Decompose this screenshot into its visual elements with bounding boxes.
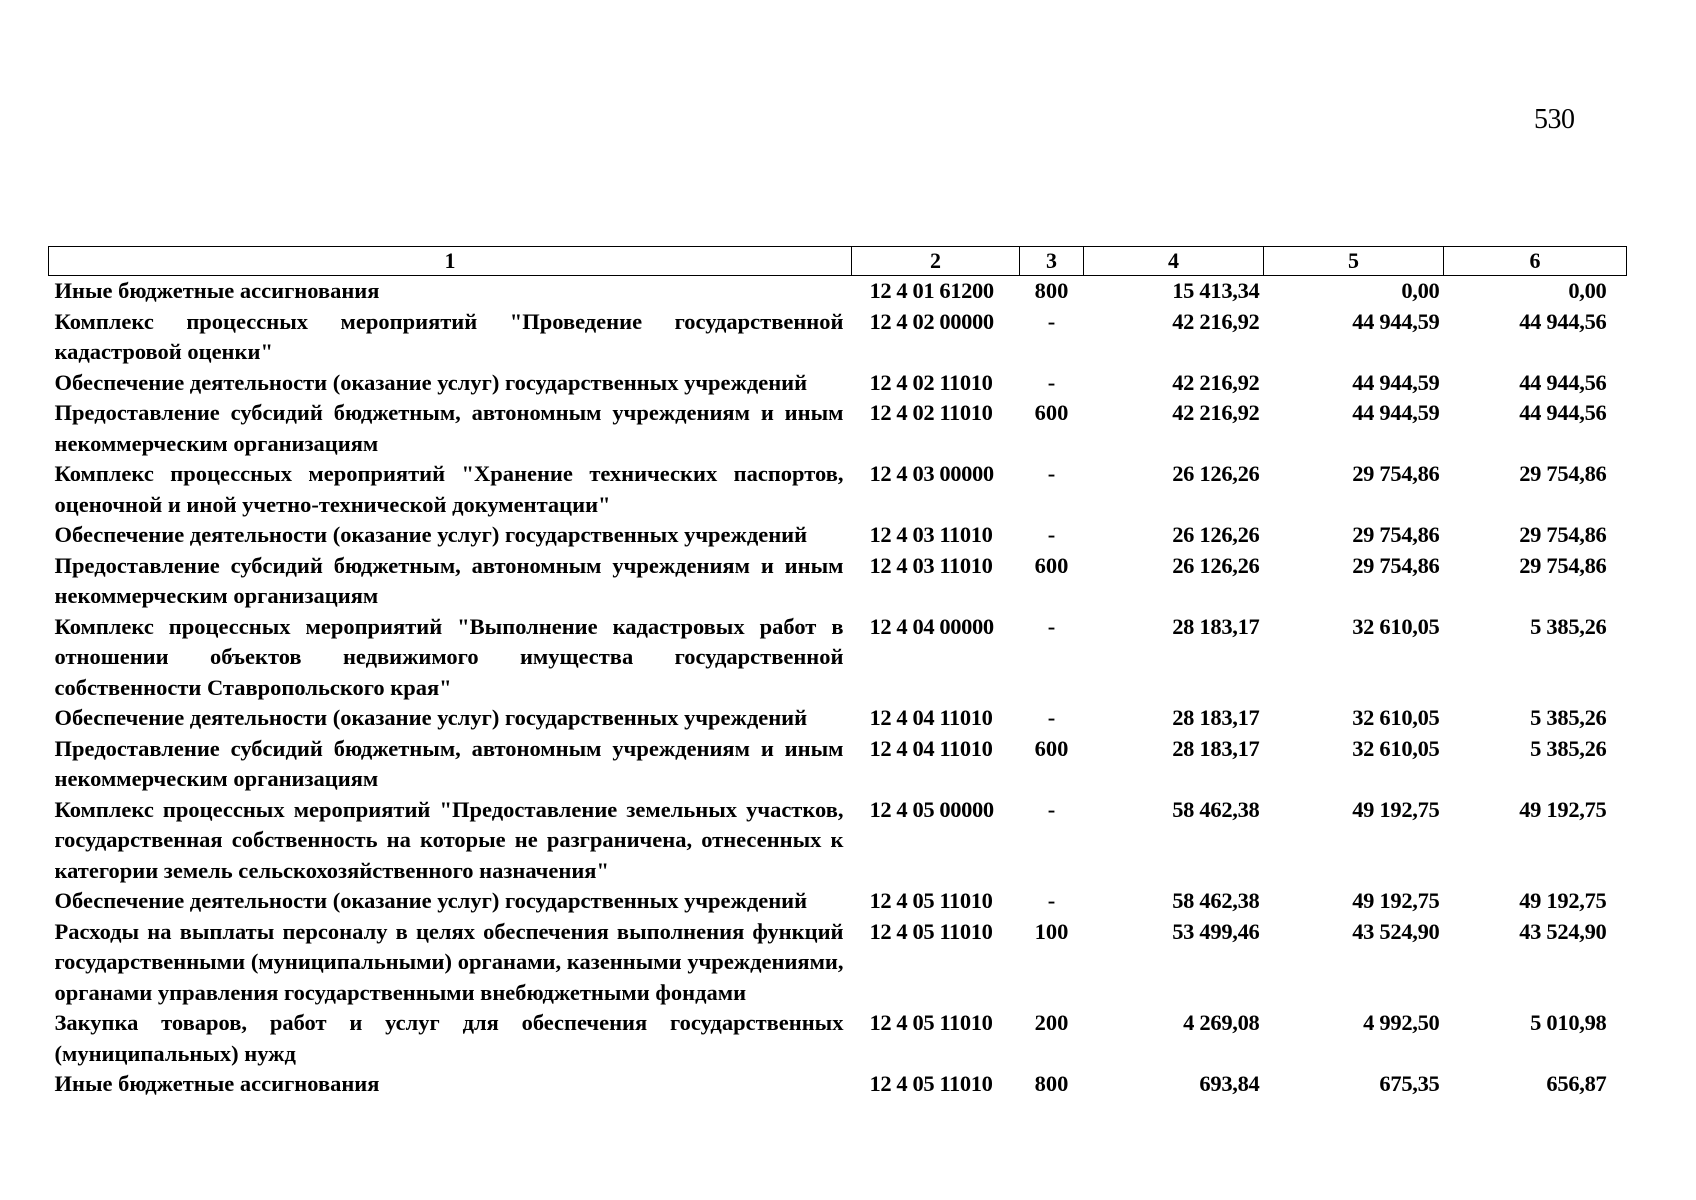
table-row <box>49 917 1627 1009</box>
row-name: Комплекс процессных мероприятий "Хранение технических паспортов, оценочной и иной учетно-технической документации" <box>54 461 844 517</box>
row-kind: - <box>1047 461 1056 486</box>
header-col-6: 6 <box>1444 247 1627 276</box>
row-name: Комплекс процессных мероприятий "Предоставление земельных участков, государственная собственность на которые не разграничена, отнесенных к категории земель сельскохозяйственного назначения" <box>54 796 844 883</box>
row-kind: - <box>1047 796 1056 822</box>
row-value-4: 693,84 <box>1199 1071 1260 1096</box>
row-code: 12 4 05 00000 <box>869 796 994 822</box>
table-row <box>49 886 1627 917</box>
row-name: Иные бюджетные ассигнования <box>54 278 380 303</box>
row-kind: 600 <box>1034 400 1069 425</box>
row-value-4: 42 216,92 <box>1172 369 1260 395</box>
row-value-4: 26 126,26 <box>1172 461 1260 486</box>
table-row <box>49 795 1627 887</box>
row-kind: 200 <box>1034 1010 1069 1035</box>
row-value-6: 44 944,56 <box>1519 308 1607 334</box>
row-name: Иные бюджетные ассигнования <box>54 1071 380 1096</box>
row-value-6: 43 524,90 <box>1519 918 1607 944</box>
row-name: Обеспечение деятельности (оказание услуг) государственных учреждений <box>54 522 808 547</box>
page-number: 530 <box>1534 104 1575 135</box>
row-value-4: 28 183,17 <box>1172 613 1260 639</box>
row-value-5: 43 524,90 <box>1352 918 1440 944</box>
row-value-5: 44 944,59 <box>1352 400 1440 425</box>
row-value-6: 656,87 <box>1546 1071 1607 1096</box>
row-code: 12 4 02 11010 <box>869 369 993 395</box>
row-kind: - <box>1047 705 1056 730</box>
row-name: Обеспечение деятельности (оказание услуг) государственных учреждений <box>54 705 808 730</box>
header-col-5: 5 <box>1264 247 1444 276</box>
table-row <box>49 276 1627 307</box>
row-code: 12 4 04 11010 <box>869 735 993 761</box>
table-row <box>49 520 1627 551</box>
row-code: 12 4 05 11010 <box>869 918 993 944</box>
row-value-6: 5 010,98 <box>1530 1010 1607 1035</box>
row-name: Комплекс процессных мероприятий "Проведение государственной кадастровой оценки" <box>54 308 844 364</box>
row-value-6: 29 754,86 <box>1519 522 1607 547</box>
row-kind: 600 <box>1034 735 1069 761</box>
table-row <box>49 612 1627 704</box>
row-name: Комплекс процессных мероприятий "Выполнение кадастровых работ в отношении объектов недвижимого имущества государственной собственности Ставропольского края" <box>54 613 844 700</box>
row-value-6: 0,00 <box>1568 278 1607 303</box>
row-kind: 100 <box>1034 918 1069 944</box>
row-code: 12 4 04 00000 <box>869 613 994 639</box>
row-value-4: 4 269,08 <box>1183 1010 1260 1035</box>
row-value-5: 29 754,86 <box>1352 461 1440 486</box>
table-body <box>49 276 1627 1100</box>
row-value-6: 49 192,75 <box>1519 796 1607 822</box>
row-value-5: 49 192,75 <box>1352 796 1440 822</box>
row-value-5: 32 610,05 <box>1352 705 1440 730</box>
row-value-6: 44 944,56 <box>1519 369 1607 395</box>
row-value-6: 44 944,56 <box>1519 400 1607 425</box>
row-code: 12 4 04 11010 <box>869 705 993 730</box>
row-value-6: 5 385,26 <box>1530 613 1607 639</box>
row-kind: 600 <box>1034 552 1069 578</box>
row-code: 12 4 02 00000 <box>869 308 994 334</box>
row-code: 12 4 02 11010 <box>869 400 993 425</box>
row-value-5: 44 944,59 <box>1352 369 1440 395</box>
header-row <box>49 247 1627 276</box>
table-row <box>49 734 1627 795</box>
row-value-4: 26 126,26 <box>1172 522 1260 547</box>
row-kind: - <box>1047 369 1056 395</box>
table-row <box>49 703 1627 734</box>
row-kind: - <box>1047 888 1056 913</box>
header-col-3: 3 <box>1020 247 1084 276</box>
row-value-5: 4 992,50 <box>1363 1010 1440 1035</box>
row-value-4: 53 499,46 <box>1172 918 1260 944</box>
row-value-5: 29 754,86 <box>1352 552 1440 578</box>
header-col-4: 4 <box>1084 247 1264 276</box>
row-name: Закупка товаров, работ и услуг для обеспечения государственных (муниципальных) нужд <box>54 1010 844 1066</box>
row-name: Расходы на выплаты персоналу в целях обеспечения выполнения функций государственными (муниципальными) органами, казенными учреждениями, органами управления государственными внебюджетными фондами <box>54 918 844 1005</box>
row-value-6: 5 385,26 <box>1530 705 1607 730</box>
row-value-6: 5 385,26 <box>1530 735 1607 761</box>
row-name: Предоставление субсидий бюджетным, автономным учреждениям и иным некоммерческим организациям <box>54 400 844 456</box>
row-value-4: 28 183,17 <box>1172 705 1260 730</box>
row-name: Предоставление субсидий бюджетным, автономным учреждениям и иным некоммерческим организациям <box>54 552 844 608</box>
budget-table <box>48 246 1627 1100</box>
row-name: Обеспечение деятельности (оказание услуг) государственных учреждений <box>54 369 808 395</box>
row-code: 12 4 05 11010 <box>869 1071 993 1096</box>
row-value-5: 44 944,59 <box>1352 308 1440 334</box>
row-value-4: 58 462,38 <box>1172 888 1260 913</box>
row-code: 12 4 03 00000 <box>869 461 994 486</box>
row-value-5: 29 754,86 <box>1352 522 1440 547</box>
row-value-4: 58 462,38 <box>1172 796 1260 822</box>
row-code: 12 4 05 11010 <box>869 1010 993 1035</box>
table-row <box>49 307 1627 368</box>
row-name: Предоставление субсидий бюджетным, автономным учреждениям и иным некоммерческим организациям <box>54 735 844 791</box>
row-value-6: 29 754,86 <box>1519 552 1607 578</box>
row-value-5: 32 610,05 <box>1352 735 1440 761</box>
row-value-5: 32 610,05 <box>1352 613 1440 639</box>
row-value-5: 675,35 <box>1379 1071 1440 1096</box>
row-value-4: 28 183,17 <box>1172 735 1260 761</box>
row-value-4: 15 413,34 <box>1172 278 1260 303</box>
header-col-2: 2 <box>852 247 1020 276</box>
row-kind: 800 <box>1034 278 1069 303</box>
header-col-1: 1 <box>49 247 852 276</box>
row-value-6: 29 754,86 <box>1519 461 1607 486</box>
table-row <box>49 1008 1627 1069</box>
table-row <box>49 551 1627 612</box>
row-code: 12 4 03 11010 <box>869 552 993 578</box>
row-code: 12 4 05 11010 <box>869 888 993 913</box>
row-value-5: 49 192,75 <box>1352 888 1440 913</box>
row-value-5: 0,00 <box>1401 278 1440 303</box>
row-kind: - <box>1047 613 1056 639</box>
table-row <box>49 368 1627 399</box>
row-kind: - <box>1047 522 1056 547</box>
row-code: 12 4 03 11010 <box>869 522 993 547</box>
row-code: 12 4 01 61200 <box>869 278 994 303</box>
row-value-6: 49 192,75 <box>1519 888 1607 913</box>
table-row <box>49 459 1627 520</box>
row-value-4: 42 216,92 <box>1172 308 1260 334</box>
row-kind: - <box>1047 308 1056 334</box>
row-name: Обеспечение деятельности (оказание услуг) государственных учреждений <box>54 888 808 913</box>
row-value-4: 26 126,26 <box>1172 552 1260 578</box>
row-value-4: 42 216,92 <box>1172 400 1260 425</box>
table-header <box>49 247 1627 276</box>
row-kind: 800 <box>1034 1071 1069 1096</box>
table-row <box>49 398 1627 459</box>
table-row <box>49 1069 1627 1100</box>
